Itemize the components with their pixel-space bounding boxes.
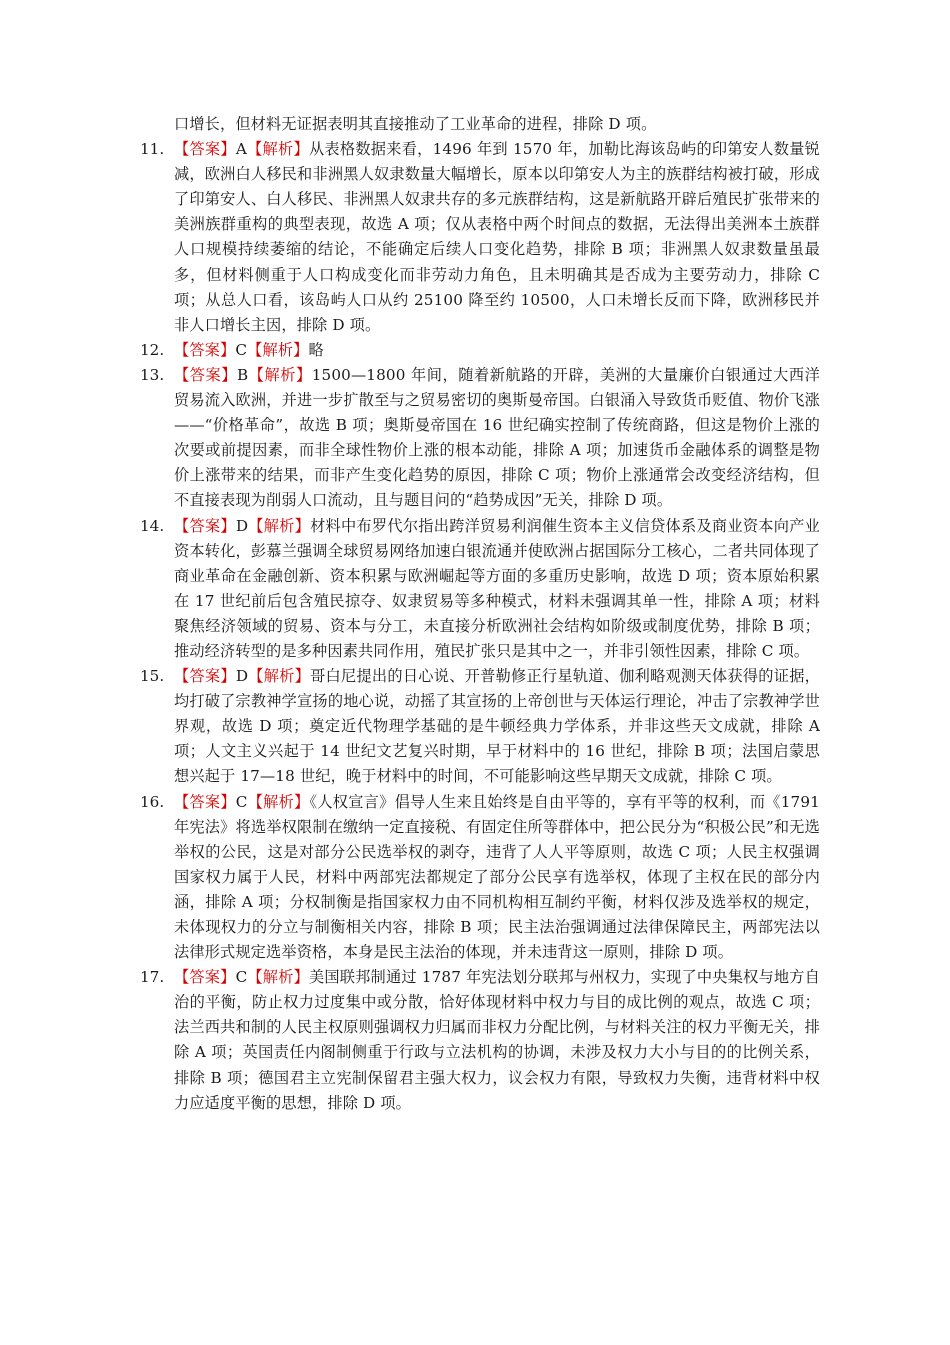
question-number: 17.: [140, 968, 165, 987]
answer-choice: C: [235, 968, 248, 987]
answer-label: 【答案】: [174, 968, 236, 987]
answer-choice: B: [237, 365, 249, 384]
answer-item: [140, 363, 820, 514]
answer-choice: A: [235, 140, 247, 159]
analysis-label: 【解析】: [248, 667, 311, 686]
question-number: 13.: [140, 365, 165, 384]
analysis-text: 哥白尼提出的日心说、开普勒修正行星轨道、伽利略观测天体获得的证据，均打破了宗教神学宣扬的地心说，动摇了其宣扬的上帝创世与天体运行理论，冲击了宗教神学世界观，故选 D 项；奠定近代物理学基础的是牛顿经典力学体系，并非这些天文成就，排除 A 项；人文主义兴起于 14 世纪文艺复兴时期，早于材料中的 16 世纪，排除 B 项；法国启蒙思想兴起于 17—18 世纪，晚于材料中的时间，不可能影响这些早期天文成就，排除 C 项。: [174, 667, 820, 786]
question-number: 15.: [140, 667, 165, 686]
answer-choice: C: [235, 792, 248, 811]
answer-choice: D: [235, 667, 249, 686]
answer-list: [140, 137, 820, 1116]
analysis-text: 《人权宣言》倡导人生来且始终是自由平等的，享有平等的权利，而《1791 年宪法》将选举权限制在缴纳一定直接税、有固定住所等群体中，把公民分为“积极公民”和无选举权的公民，这是对部分公民选举权的剥夺，违背了人人平等原则，故选 C 项；人民主权强调国家权力属于人民，材料中两部宪法都规定了部分公民享有选举权，体现了主权在民的部分内涵，排除 A 项；分权制衡是指国家权力由不同机构相互制约平衡，材料仅涉及选举权的规定，未体现权力的分立与制衡相关内容，排除 B 项；民主法治强调通过法律保障民主，两部宪法以法律形式规定选举资格，本身是民主法治的体现，并未违背这一原则，排除 D 项。: [174, 792, 820, 962]
item-body: [174, 664, 820, 789]
item-body: [174, 514, 820, 665]
answer-label: 【答案】: [174, 792, 236, 811]
answer-label: 【答案】: [174, 340, 236, 359]
answer-item: [140, 514, 820, 665]
answer-item: [140, 338, 820, 363]
answer-label: 【答案】: [174, 667, 236, 686]
analysis-text: 略: [308, 340, 324, 359]
answer-label: 【答案】: [174, 365, 237, 384]
item-body: [174, 137, 820, 338]
answer-explanations: [140, 112, 820, 1116]
analysis-label: 【解析】: [247, 968, 309, 987]
answer-item: [140, 790, 820, 966]
item-body: [174, 965, 820, 1116]
analysis-text: 从表格数据来看，1496 年到 1570 年，加勒比海该岛屿的印第安人数量锐减，欧洲白人移民和非洲黑人奴隶数量大幅增长，原本以印第安人为主的族群结构被打破，形成了印第安人、白人移民、非洲黑人奴隶共存的多元族群结构，这是新航路开辟后殖民扩张带来的美洲族群重构的典型表现，故选 A 项；仅从表格中两个时间点的数据，无法得出美洲本土族群人口规模持续萎缩的结论，不能确定后续人口变化趋势，排除 B 项；非洲黑人奴隶数量虽最多，但材料侧重于人口构成变化而非劳动力角色，且未明确其是否成为主要劳动力，排除 C 项；从总人口看，该岛屿人口从约 25100 降至约 10500，人口未增长反而下降，欧洲移民并非人口增长主因，排除 D 项。: [174, 140, 820, 334]
analysis-text: 1500—1800 年间，随着新航路的开辟，美洲的大量廉价白银通过大西洋贸易流入欧洲，并进一步扩散至与之贸易密切的奥斯曼帝国。白银涌入导致货币贬值、物价飞涨——“价格革命”，故选 B 项；奥斯曼帝国在 16 世纪确实控制了传统商路，但这是物价上涨的次要或前提因素，而非全球性物价上涨的根本动能，排除 A 项；加速货币金融体系的调整是物价上涨带来的结果，而非产生变化趋势的原因，排除 C 项；物价上涨通常会改变经济结构，但不直接表现为削弱人口流动，且与题目问的“趋势成因”无关，排除 D 项。: [174, 365, 820, 510]
analysis-label: 【解析】: [246, 140, 309, 159]
question-number: 14.: [140, 516, 165, 535]
analysis-label: 【解析】: [248, 516, 311, 535]
answer-item: [140, 664, 820, 789]
question-number: 12.: [140, 340, 165, 359]
item-body: [174, 338, 820, 363]
answer-choice: C: [235, 340, 248, 359]
answer-label: 【答案】: [174, 516, 236, 535]
continued-paragraph: 口增长，但材料无证据表明其直接推动了工业革命的进程，排除 D 项。: [174, 115, 657, 133]
analysis-label: 【解析】: [248, 365, 312, 384]
item-body: [174, 790, 820, 966]
answer-item: [140, 137, 820, 338]
analysis-label: 【解析】: [247, 792, 310, 811]
analysis-text: 材料中布罗代尔指出跨洋贸易利润催生资本主义信贷体系及商业资本向产业资本转化，彭慕兰强调全球贸易网络加速白银流通并使欧洲占据国际分工核心，二者共同体现了商业革命在金融创新、资本积累与欧洲崛起等方面的多重历史影响，故选 D 项；资本原始积累在 17 世纪前后包含殖民掠夺、奴隶贸易等多种模式，材料未强调其单一性，排除 A 项；材料聚焦经济领域的贸易、资本与分工，未直接分析欧洲社会结构如阶级或制度优势，排除 B 项；推动经济转型的是多种因素共同作用，殖民扩张只是其中之一，并非引领性因素，排除 C 项。: [174, 516, 820, 660]
question-number: 16.: [140, 792, 165, 811]
answer-label: 【答案】: [174, 140, 236, 159]
question-number: 11.: [140, 140, 165, 159]
answer-item: [140, 965, 820, 1116]
answer-choice: D: [235, 516, 249, 535]
analysis-text: 美国联邦制通过 1787 年宪法划分联邦与州权力，实现了中央集权与地方自治的平衡，防止权力过度集中或分散，恰好体现材料中权力与目的成比例的观点，故选 C 项；法兰西共和制的人民主权原则强调权力归属而非权力分配比例，与材料关注的权力平衡无关，排除 A 项；英国责任内阁制侧重于行政与立法机构的协调，未涉及权力大小与目的的比例关系，排除 B 项；德国君主立宪制保留君主强大权力，议会权力有限，导致权力失衡，违背材料中权力应适度平衡的思想，排除 D 项。: [174, 968, 820, 1112]
item-body: [174, 363, 820, 514]
analysis-label: 【解析】: [247, 340, 309, 359]
